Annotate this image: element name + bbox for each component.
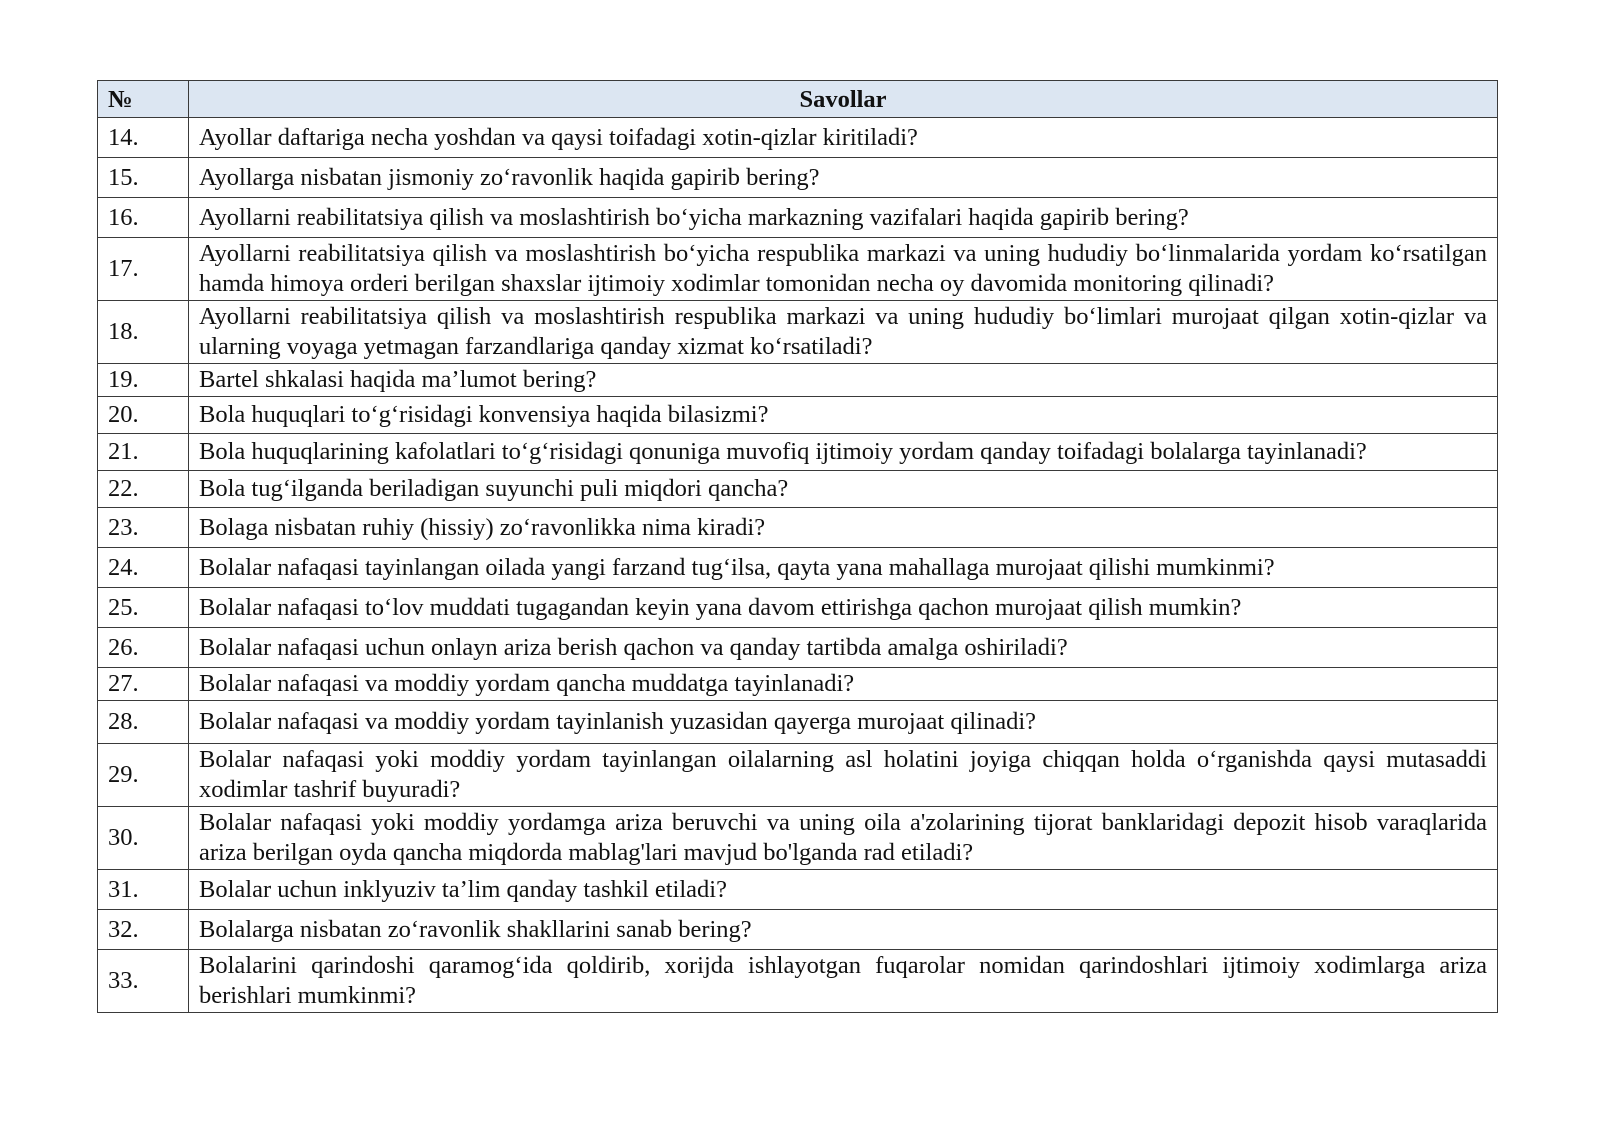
row-question: Bolalar nafaqasi va moddiy yordam qancha muddatga tayinlanadi?: [189, 668, 1498, 701]
row-number: 31.: [98, 870, 189, 910]
row-number: 19.: [98, 364, 189, 397]
table-row: [98, 701, 1498, 744]
row-question: Bola tug‘ilganda beriladigan suyunchi puli miqdori qancha?: [189, 471, 1498, 508]
table-header: [98, 81, 1498, 118]
row-question: Bolalarga nisbatan zo‘ravonlik shakllarini sanab bering?: [189, 910, 1498, 950]
table-row: [98, 668, 1498, 701]
table-body: [98, 118, 1498, 1013]
row-number: 32.: [98, 910, 189, 950]
table-row: [98, 397, 1498, 434]
row-question: Ayollar daftariga necha yoshdan va qaysi toifadagi xotin-qizlar kiritiladi?: [189, 118, 1498, 158]
row-question: Ayollarni reabilitatsiya qilish va moslashtirish bo‘yicha respublika markazi va uning hududiy bo‘linmalarida yordam ko‘rsatilgan hamda himoya orderi berilgan shaxslar ijtimoiy xodimlar tomonidan necha oy davomida monitoring qilinadi?: [189, 238, 1498, 301]
row-number: 17.: [98, 238, 189, 301]
table-row: [98, 628, 1498, 668]
row-number: 27.: [98, 668, 189, 701]
table-row: [98, 158, 1498, 198]
table-row: [98, 508, 1498, 548]
table-row: [98, 548, 1498, 588]
row-question: Bola huquqlarining kafolatlari to‘g‘risidagi qonuniga muvofiq ijtimoiy yordam qanday toifadagi bolalarga tayinlanadi?: [189, 434, 1498, 471]
table-row: [98, 434, 1498, 471]
row-question: Bolalar uchun inklyuziv ta’lim qanday tashkil etiladi?: [189, 870, 1498, 910]
row-question: Ayollarni reabilitatsiya qilish va moslashtirish bo‘yicha markazning vazifalari haqida gapirib bering?: [189, 198, 1498, 238]
number-column-header: №: [98, 81, 189, 118]
row-number: 33.: [98, 950, 189, 1013]
row-question: Ayollarga nisbatan jismoniy zo‘ravonlik haqida gapirib bering?: [189, 158, 1498, 198]
row-number: 26.: [98, 628, 189, 668]
header-row: [98, 81, 1498, 118]
table-row: [98, 198, 1498, 238]
table-row: [98, 807, 1498, 870]
row-number: 22.: [98, 471, 189, 508]
table-row: [98, 870, 1498, 910]
row-question: Bolalar nafaqasi to‘lov muddati tugagandan keyin yana davom ettirishga qachon murojaat qilish mumkin?: [189, 588, 1498, 628]
table-row: [98, 588, 1498, 628]
row-number: 23.: [98, 508, 189, 548]
row-number: 18.: [98, 301, 189, 364]
row-question: Bolalar nafaqasi uchun onlayn ariza berish qachon va qanday tartibda amalga oshiriladi?: [189, 628, 1498, 668]
row-number: 25.: [98, 588, 189, 628]
row-question: Bartel shkalasi haqida ma’lumot bering?: [189, 364, 1498, 397]
row-number: 16.: [98, 198, 189, 238]
row-question: Bolaga nisbatan ruhiy (hissiy) zo‘ravonlikka nima kiradi?: [189, 508, 1498, 548]
row-question: Bolalar nafaqasi yoki moddiy yordam tayinlangan oilalarning asl holatini joyiga chiqqan holda o‘rganishda qaysi mutasaddi xodimlar tashrif buyuradi?: [189, 744, 1498, 807]
row-question: Bolalar nafaqasi va moddiy yordam tayinlanish yuzasidan qayerga murojaat qilinadi?: [189, 701, 1498, 744]
row-number: 15.: [98, 158, 189, 198]
row-question: Bolalar nafaqasi yoki moddiy yordamga ariza beruvchi va uning oila a'zolarining tijorat banklaridagi depozit hisob varaqlarida ariza berilgan oyda qancha miqdorda mablag'lari mavjud bo'lganda rad etiladi?: [189, 807, 1498, 870]
table-row: [98, 118, 1498, 158]
row-question: Bolalar nafaqasi tayinlangan oilada yangi farzand tug‘ilsa, qayta yana mahallaga murojaat qilishi mumkinmi?: [189, 548, 1498, 588]
row-question: Bolalarini qarindoshi qaramog‘ida qoldirib, xorijda ishlayotgan fuqarolar nomidan qarindoshlari ijtimoiy xodimlarga ariza berishlari mumkinmi?: [189, 950, 1498, 1013]
table-row: [98, 950, 1498, 1013]
row-question: Bola huquqlari to‘g‘risidagi konvensiya haqida bilasizmi?: [189, 397, 1498, 434]
row-number: 14.: [98, 118, 189, 158]
row-question: Ayollarni reabilitatsiya qilish va moslashtirish respublika markazi va uning hududiy bo‘limlari murojaat qilgan xotin-qizlar va ularning voyaga yetmagan farzandlariga qanday xizmat ko‘rsatiladi?: [189, 301, 1498, 364]
table-row: [98, 471, 1498, 508]
row-number: 20.: [98, 397, 189, 434]
table-row: [98, 238, 1498, 301]
row-number: 21.: [98, 434, 189, 471]
questions-column-header: Savollar: [189, 81, 1498, 118]
questions-table: [97, 80, 1498, 1013]
table-row: [98, 910, 1498, 950]
row-number: 24.: [98, 548, 189, 588]
table-row: [98, 364, 1498, 397]
row-number: 29.: [98, 744, 189, 807]
row-number: 30.: [98, 807, 189, 870]
table-row: [98, 301, 1498, 364]
table-row: [98, 744, 1498, 807]
row-number: 28.: [98, 701, 189, 744]
